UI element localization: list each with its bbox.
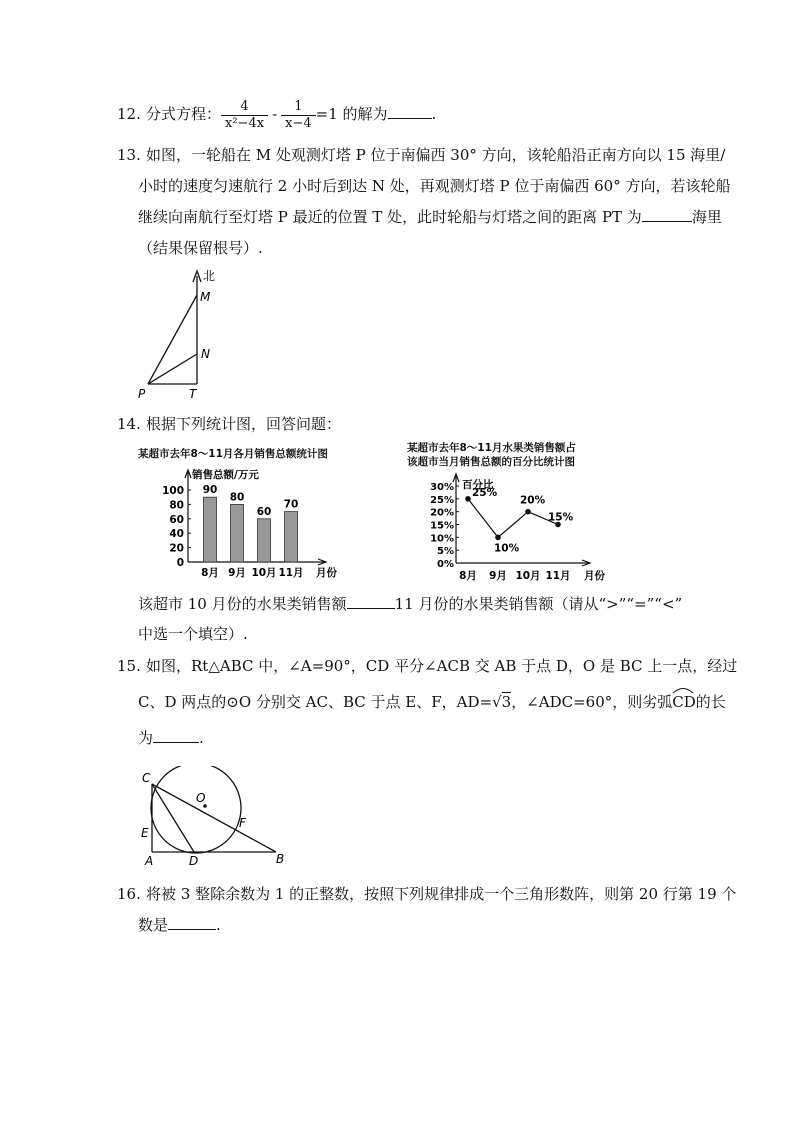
bar-ylabel: 销售总额/万元 <box>192 469 259 481</box>
bar-xlabel: 月份 <box>316 567 337 579</box>
q12-fraction-2 <box>281 99 316 132</box>
q16-line2-end: . <box>216 916 221 934</box>
q13-figure <box>130 262 230 402</box>
bar-value-label: 90 <box>202 484 218 497</box>
q12-frac1-num: 4 <box>221 99 268 116</box>
q13-answer-blank[interactable] <box>642 207 692 222</box>
line-ytick-label: 30% <box>430 482 454 493</box>
q15-sqrt: √3 <box>492 693 512 711</box>
line-point-8月 <box>465 496 471 502</box>
line-ytick-label: 25% <box>430 494 454 506</box>
q15-line2-text-b: ，∠ADC=60°，则劣弧 <box>511 693 673 711</box>
line-data-label: 20% <box>520 494 546 507</box>
line-ytick-label: 10% <box>430 533 454 545</box>
q13-line2: 小时的速度匀速航行 2 小时后到达 N 处，再观测灯塔 P 位于南偏西 60° 方向，若该轮船 <box>138 177 731 195</box>
q13-label-M: M <box>200 290 211 304</box>
line-data-label: 15% <box>548 511 574 524</box>
q13-label-T: T <box>189 387 197 401</box>
q15-line3-end: . <box>199 729 204 747</box>
q13-line-PN <box>148 354 197 384</box>
q12-end: . <box>431 105 437 123</box>
bar-value-label: 60 <box>256 505 272 518</box>
q12-frac2-den: x−4 <box>285 115 312 131</box>
q15-sqrt-value: 3 <box>501 693 512 711</box>
bar-category-label: 10月 <box>251 567 277 579</box>
q15-label-F: F <box>239 816 246 830</box>
bar-ytick-label: 40 <box>169 528 184 541</box>
q15-answer-blank[interactable] <box>153 728 199 743</box>
bar-9月 <box>231 504 244 562</box>
q15-label-A: A <box>145 854 154 868</box>
q13-line3-text: 继续向南航行至灯塔 P 最近的位置 T 处，此时轮船与灯塔之间的距离 PT 为 <box>138 208 642 226</box>
line-ytick-label: 20% <box>430 507 454 519</box>
chart2-title-line1: 某超市去年8～11月水果类销售额占 <box>407 442 576 454</box>
line-ytick-label: 0% <box>437 559 454 570</box>
q16-number: 16. <box>117 885 141 903</box>
line-point-10月 <box>525 509 531 515</box>
line-chart <box>410 472 620 584</box>
line-category-label: 11月 <box>545 570 571 582</box>
q15-figure <box>138 766 298 868</box>
q13-line4: （结果保留根号）. <box>138 239 263 257</box>
line-ylabel: 百分比 <box>462 479 494 491</box>
chart1-title: 某超市去年8～11月各月销售总额统计图 <box>138 448 328 460</box>
q15-line3 <box>138 728 204 748</box>
bar-value-label: 70 <box>283 498 299 511</box>
bar-8月 <box>204 497 217 562</box>
q14-intro: 根据下列统计图，回答问题： <box>146 415 342 433</box>
bar-ytick-label: 80 <box>169 499 184 512</box>
q15-line3-text: 为 <box>138 729 154 747</box>
bar-ytick-label: 20 <box>169 542 184 555</box>
q16-answer-blank[interactable] <box>168 915 216 930</box>
line-ytick-label: 15% <box>430 520 454 532</box>
q15-label-E: E <box>141 826 149 840</box>
bar-10月 <box>258 519 271 562</box>
q16-line2 <box>138 915 221 935</box>
q14-answer-blank[interactable] <box>347 594 395 609</box>
q15-line-CB <box>152 784 276 852</box>
q15-line-CD <box>152 784 194 852</box>
bar-ytick-label: 100 <box>162 485 184 497</box>
q13-line3-end: 海里 <box>691 208 722 226</box>
q15-arc-cd <box>672 692 696 712</box>
line-category-label: 8月 <box>459 570 477 582</box>
bar-ytick-label: 60 <box>169 513 184 526</box>
chart2-title-line2: 该超市当月销售总额的百分比统计图 <box>407 456 575 468</box>
line-data-label: 25% <box>472 486 498 499</box>
q12-answer-blank[interactable] <box>388 104 432 119</box>
line-ytick-label: 5% <box>437 546 454 558</box>
q16-line2-text: 数是 <box>138 916 169 934</box>
line-data-label: 10% <box>494 542 520 555</box>
q13-line1: 如图，一轮船在 M 处观测灯塔 P 位于南偏西 30° 方向，该轮船沿正南方向以 15 海里/ <box>146 146 726 164</box>
q15-arc-text: CD <box>672 693 696 711</box>
q12-prefix: 分式方程： <box>146 105 222 123</box>
q12-minus: - <box>272 105 278 123</box>
q15-label-D: D <box>189 854 199 868</box>
line-category-label: 9月 <box>489 570 507 582</box>
q15-circle-O <box>151 766 241 853</box>
q13-line-PM <box>148 295 197 384</box>
bar-category-label: 9月 <box>228 567 246 579</box>
q14-answer-text-b: 11 月份的水果类销售额（请从“>”“=”“<” <box>394 595 683 613</box>
line-category-label: 10月 <box>515 570 541 582</box>
q15-label-C: C <box>142 771 151 785</box>
q15-label-B: B <box>276 852 285 866</box>
bar-category-label: 11月 <box>278 567 304 579</box>
q15-line2-text-a: C、D 两点的⊙O 分别交 AC、BC 于点 E、F，AD= <box>138 693 493 711</box>
q15-line1: 如图，Rt△ABC 中，∠A=90°，CD 平分∠ACB 交 AB 于点 D，O 是 BC 上一点，经过 <box>146 657 738 675</box>
bar-ytick-label: 0 <box>176 557 184 569</box>
q15-line2-text-c: 的长 <box>695 693 726 711</box>
line-xlabel: 月份 <box>584 570 605 582</box>
bar-chart <box>140 466 350 584</box>
q13-label-north: 北 <box>203 269 216 283</box>
q13-number: 13. <box>117 146 141 164</box>
q15-line2 <box>138 692 726 712</box>
q12-number: 12. <box>117 105 141 123</box>
q12-suffix: =1 的解为 <box>315 105 388 123</box>
q12-fraction-1 <box>221 99 268 132</box>
q14-answer-text-a: 该超市 10 月份的水果类销售额 <box>138 595 347 613</box>
q13-label-N: N <box>201 347 210 361</box>
q13-label-P: P <box>138 387 146 401</box>
bar-category-label: 8月 <box>201 567 219 579</box>
bar-11月 <box>285 512 298 562</box>
q13-line3 <box>138 207 722 227</box>
q14-number: 14. <box>117 415 141 433</box>
arc-icon <box>672 686 694 694</box>
q12-frac2-num: 1 <box>281 99 316 116</box>
q14-answer-line2: 中选一个填空）. <box>138 625 248 643</box>
q12-frac1-den: x²−4x <box>225 115 265 131</box>
q16-line1: 将被 3 整除余数为 1 的正整数，按照下列规律排成一个三角形数阵，则第 20 行第 19 个 <box>146 885 737 903</box>
q15-label-O: O <box>196 791 206 805</box>
line-point-9月 <box>495 535 501 541</box>
q12-text <box>146 96 436 132</box>
q15-number: 15. <box>117 657 141 675</box>
q14-answer-line1 <box>138 594 682 614</box>
bar-value-label: 80 <box>229 491 245 504</box>
